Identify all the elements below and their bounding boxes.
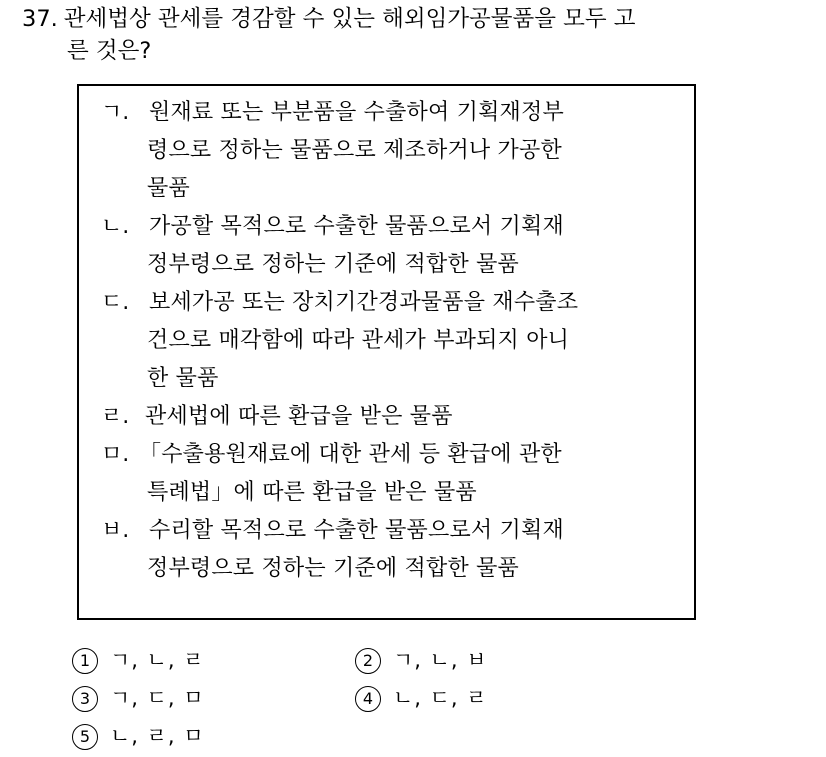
choice-2[interactable] <box>355 645 488 675</box>
conditions-box <box>77 84 696 620</box>
choice-3[interactable] <box>72 683 205 713</box>
condition-label: ㄷ. <box>101 290 130 315</box>
choice-4[interactable] <box>355 683 488 713</box>
choice-number: 1 <box>72 648 98 674</box>
condition-label: ㄱ. <box>101 100 130 125</box>
condition-label: ㄹ. <box>101 404 130 429</box>
condition-text-line: 관세법에 따른 환급을 받은 물품 <box>145 404 453 429</box>
condition-text-line: 정부령으로 정하는 기준에 적합한 물품 <box>147 556 520 581</box>
condition-text-line: 령으로 정하는 물품으로 제조하거나 가공한 <box>147 138 562 163</box>
condition-label: ㄴ. <box>101 214 130 239</box>
condition-text-line: 원재료 또는 부분품을 수출하여 기획재정부 <box>149 100 564 125</box>
condition-text-line: 특례법」에 따른 환급을 받은 물품 <box>147 480 477 505</box>
condition-label: ㅂ. <box>101 518 130 543</box>
condition-text-line: 건으로 매각함에 따라 관세가 부과되지 아니 <box>147 328 570 353</box>
condition-label: ㅁ. <box>101 442 130 467</box>
choice-text: ㄱ, ㄷ, ㅁ <box>110 686 205 710</box>
question-text-1: 관세법상 관세를 경감할 수 있는 해외임가공물품을 모두 고 <box>63 6 636 32</box>
condition-text-line: 한 물품 <box>147 366 219 391</box>
condition-text-line: 가공할 목적으로 수출한 물품으로서 기획재 <box>149 214 564 239</box>
question-line-2: 른 것은? <box>67 38 152 64</box>
condition-text-line: 「수출용원재료에 대한 관세 등 환급에 관한 <box>139 442 562 467</box>
choice-number: 3 <box>72 686 98 712</box>
choice-number: 4 <box>355 686 381 712</box>
choice-1[interactable] <box>72 645 205 675</box>
condition-text-line: 수리할 목적으로 수출한 물품으로서 기획재 <box>149 518 564 543</box>
choice-5[interactable] <box>72 721 205 751</box>
choice-text: ㄴ, ㄷ, ㄹ <box>393 686 488 710</box>
choice-text: ㄴ, ㄹ, ㅁ <box>110 724 205 748</box>
choice-number: 5 <box>72 724 98 750</box>
question-line-1 <box>22 2 636 36</box>
condition-text-line: 보세가공 또는 장치기간경과물품을 재수출조 <box>149 290 579 315</box>
choice-number: 2 <box>355 648 381 674</box>
question-number: 37. <box>22 6 58 32</box>
choice-text: ㄱ, ㄴ, ㅂ <box>393 648 488 672</box>
condition-text-line: 물품 <box>147 176 190 201</box>
condition-text-line: 정부령으로 정하는 기준에 적합한 물품 <box>147 252 520 277</box>
choice-text: ㄱ, ㄴ, ㄹ <box>110 648 205 672</box>
